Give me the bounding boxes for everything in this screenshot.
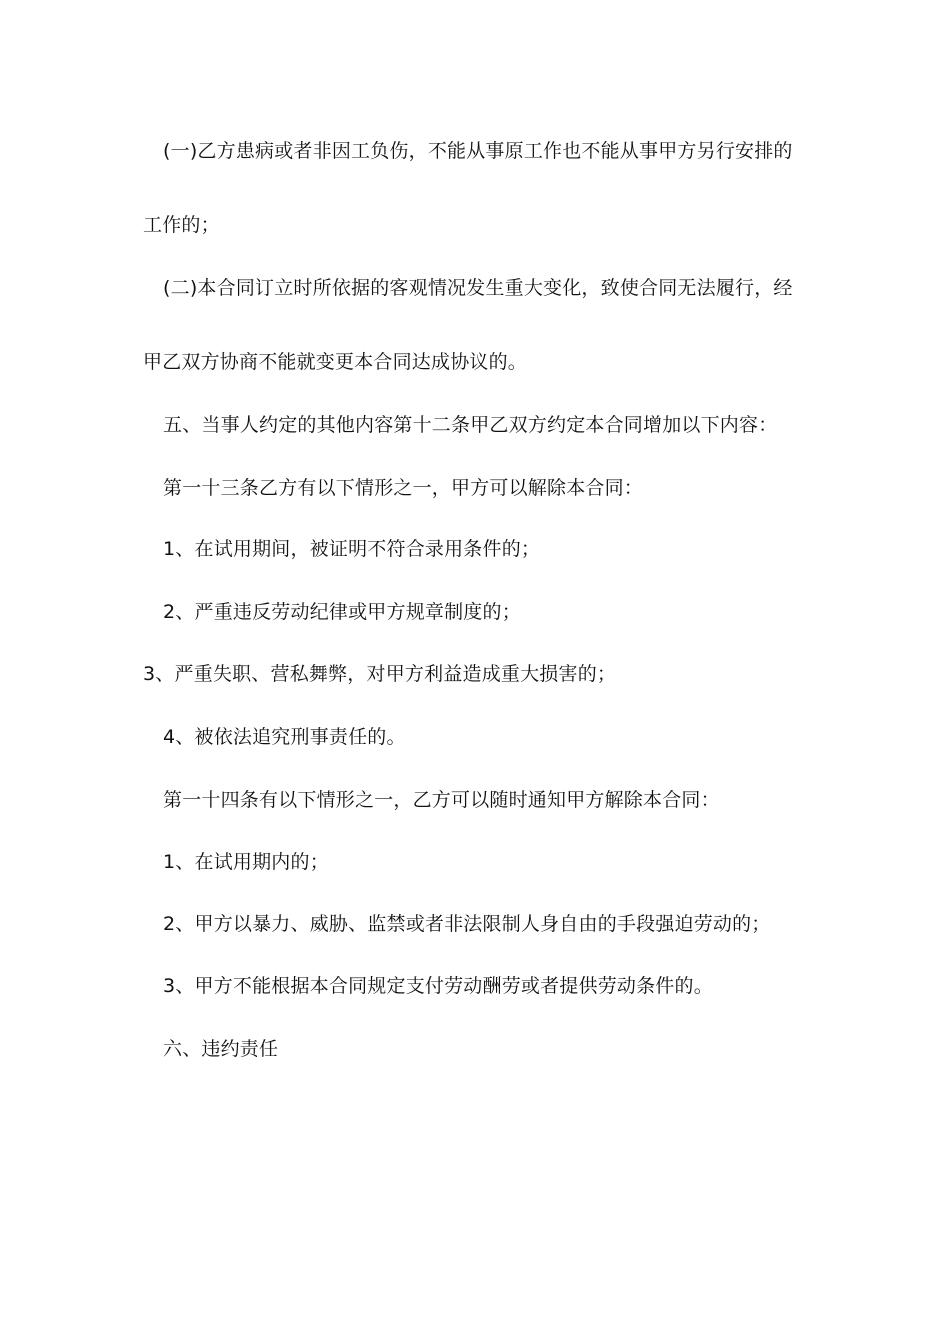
article-heading: 第一十四条有以下情形之一，乙方可以随时通知甲方解除本合同： <box>163 789 720 811</box>
paragraph-line: (一)乙方患病或者非因工负伤，不能从事原工作也不能从事甲方另行安排的 <box>163 140 793 162</box>
list-item: 2、严重违反劳动纪律或甲方规章制度的； <box>163 601 521 623</box>
list-item: 1、在试用期内的； <box>163 851 329 873</box>
list-item: 4、被依法追究刑事责任的。 <box>163 726 406 748</box>
list-item: 2、甲方以暴力、威胁、监禁或者非法限制人身自由的手段强迫劳动的； <box>163 913 771 935</box>
article-heading: 第一十三条乙方有以下情形之一，甲方可以解除本合同： <box>163 477 644 499</box>
section-heading: 五、当事人约定的其他内容第十二条甲乙双方约定本合同增加以下内容： <box>163 414 778 436</box>
paragraph-line: 甲乙双方协商不能就变更本合同达成协议的。 <box>143 351 528 373</box>
section-heading: 六、违约责任 <box>163 1038 279 1060</box>
paragraph-line: (二)本合同订立时所依据的客观情况发生重大变化，致使合同无法履行，经 <box>163 277 793 299</box>
list-item: 3、严重失职、营私舞弊，对甲方利益造成重大损害的； <box>143 663 617 685</box>
list-item: 1、在试用期间，被证明不符合录用条件的； <box>163 538 541 560</box>
paragraph-line: 工作的； <box>143 214 220 236</box>
list-item: 3、甲方不能根据本合同规定支付劳动酬劳或者提供劳动条件的。 <box>163 975 713 997</box>
